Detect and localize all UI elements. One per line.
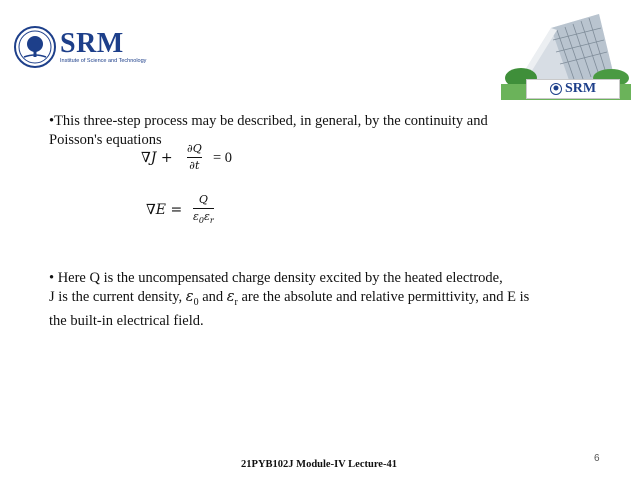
- definitions-line-1: • Here Q is the uncompensated charge density excited by the heated electrode,: [49, 270, 503, 286]
- campus-srm-badge: [526, 79, 620, 99]
- footer-course-label: 21PYB102J Module-IV Lecture-41: [241, 459, 397, 470]
- paragraph-definitions: [49, 269, 609, 331]
- badge-wordmark: SRM: [564, 81, 597, 96]
- logo-wordmark: SRM: [60, 27, 124, 59]
- university-seal-small-icon: [550, 83, 562, 95]
- continuity-equation-rhs: = 0: [213, 150, 233, 166]
- continuity-numerator: ∂Q: [187, 142, 202, 155]
- definitions-line-3: the built-in electrical field.: [49, 312, 204, 329]
- poisson-numerator: Q: [198, 193, 208, 206]
- paragraph-intro: [49, 112, 569, 150]
- srm-logo: [14, 26, 146, 68]
- continuity-equation-lhs: ∇J +: [141, 150, 173, 166]
- intro-line-1: •This three-step process may be described, in general, by the continuity and: [49, 113, 488, 129]
- poisson-fraction: [193, 193, 214, 225]
- page-number: 6: [594, 453, 600, 464]
- university-seal-icon: [14, 26, 56, 68]
- continuity-fraction: [187, 142, 202, 172]
- logo-subtitle: Institute of Science and Technology: [60, 57, 147, 64]
- definitions-line-2: J is the current density, $\varepsilon_0$ and $\varepsilon_r$ are the absolute and relative permittivity, and E is: [49, 289, 530, 308]
- poisson-denominator: $\varepsilon_0\varepsilon_r$: [193, 210, 214, 226]
- continuity-denominator: ∂t: [189, 159, 200, 172]
- poisson-equation-lhs: ∇E =: [146, 202, 183, 218]
- intro-line-2: Poisson's equations: [49, 132, 162, 148]
